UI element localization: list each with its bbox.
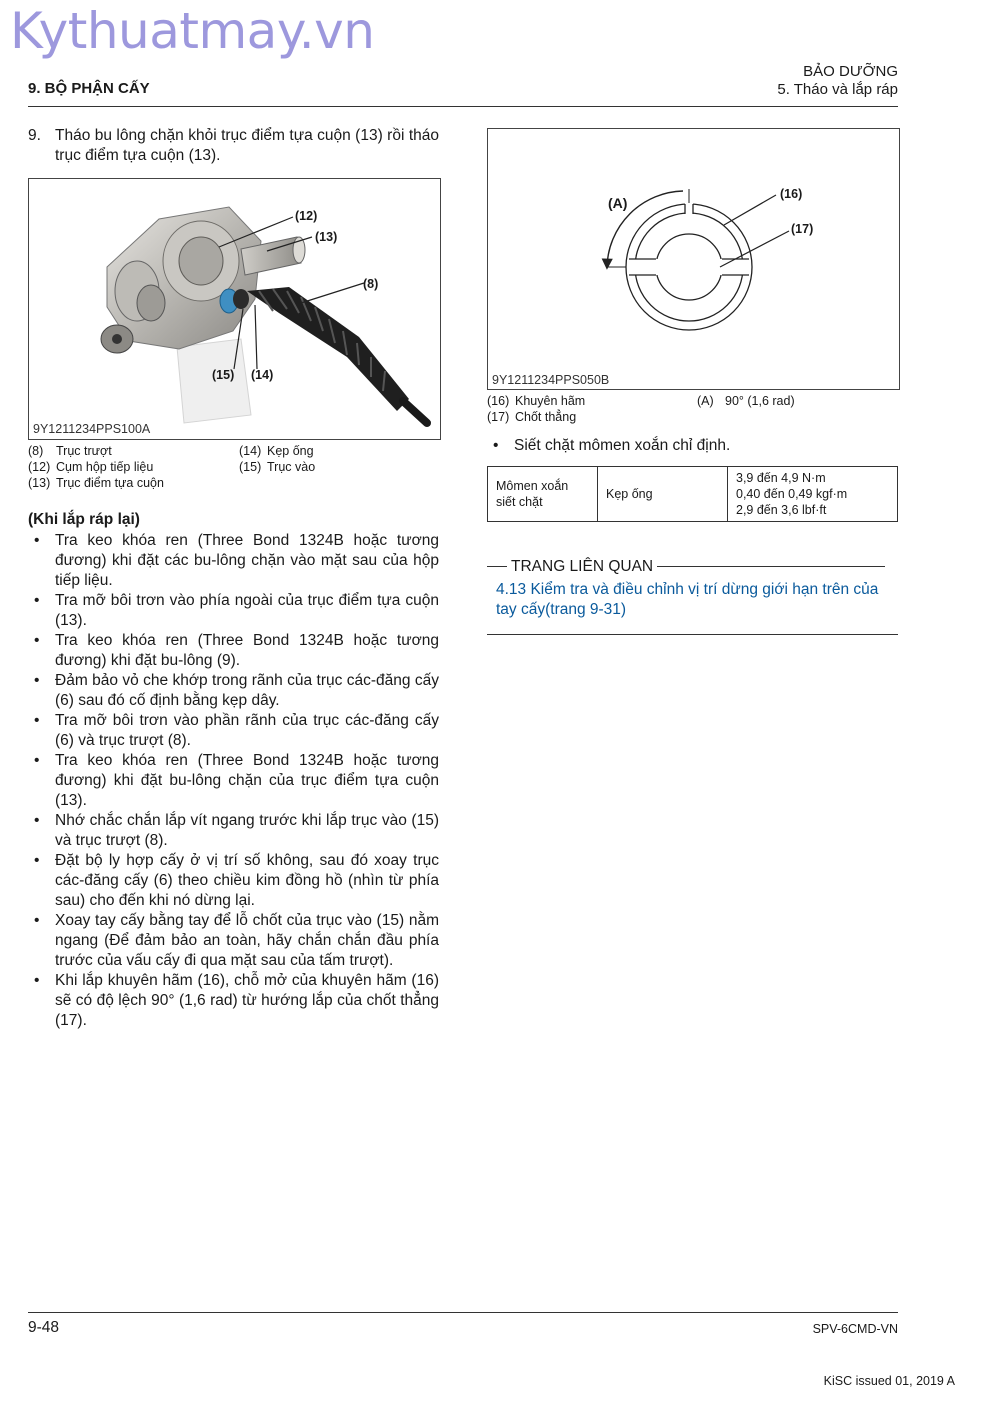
document-code: SPV-6CMD-VN <box>812 1322 898 1336</box>
legend-item: (15) Trục vào <box>239 460 316 474</box>
legend-item: (12) Cụm hộp tiếp liệu <box>28 460 154 474</box>
step-number: 9. <box>28 127 41 144</box>
reassembly-list <box>28 531 439 1031</box>
callout-a: (A) <box>608 195 628 211</box>
legend-item: (8) Trục trượt <box>28 444 112 458</box>
torque-header-cell: Mômen xoắn siết chặt <box>488 467 598 522</box>
issue-info: KiSC issued 01, 2019 A <box>823 1374 955 1388</box>
circlip-diagram <box>488 129 899 389</box>
list-item: • Khi lắp khuyên hãm (16), chỗ mở của khuyên hãm (16) sẽ có độ lệch 90° (1,6 rad) từ hướng lắp của chốt thẳng (17). <box>34 972 439 1029</box>
torque-part-cell: Kẹp ống <box>598 467 728 522</box>
legend-item: (17) Chốt thẳng <box>487 410 577 424</box>
callout-13: (13) <box>315 230 338 244</box>
list-item: • Tra keo khóa ren (Three Bond 1324B hoặc tương đương) khi đặt bu-lông (9). <box>34 632 439 669</box>
list-item: • Đặt bộ ly hợp cấy ở vị trí số không, sau đó xoay trục các-đăng cấy (6) theo chiều kim đồng hồ (nhìn từ phía sau) cho đến khi nó dừng lại. <box>34 852 439 909</box>
header-rule <box>28 106 898 107</box>
list-item: • Tra keo khóa ren (Three Bond 1324B hoặc tương đương) khi đặt bu-lông chặn của trục điểm tựa cuộn (13). <box>34 752 439 809</box>
callout-16: (16) <box>780 187 803 201</box>
section-title: 9. BỘ PHẬN CẤY <box>28 80 150 97</box>
list-item: • Tra mỡ bôi trơn vào phần rãnh của trục các-đăng cấy (6) và trục trượt (8). <box>34 712 439 749</box>
subsection-title: 5. Tháo và lắp ráp <box>777 81 898 98</box>
callout-14: (14) <box>251 368 274 382</box>
legend-item: (A) 90° (1,6 rad) <box>697 394 795 408</box>
legend-item: (13) Trục điểm tựa cuộn <box>28 476 164 490</box>
list-item: • Tra mỡ bôi trơn vào phía ngoài của trục điểm tựa cuộn (13). <box>34 592 439 629</box>
list-item: • Đảm bảo vỏ che khớp trong rãnh của trục các-đăng cấy (6) sau đó cố định bằng kẹp dây. <box>34 672 439 709</box>
callout-17: (17) <box>791 222 814 236</box>
list-item: • Tra keo khóa ren (Three Bond 1324B hoặc tương đương) khi đặt các bu-lông chặn vào mặt sau của hộp tiếp liệu. <box>34 532 439 589</box>
diagram-legend-left <box>487 393 697 425</box>
callout-15: (15) <box>212 368 235 382</box>
list-item: • Xoay tay cấy bằng tay để lỗ chốt của trục vào (15) nằm ngang (Để đảm bảo an toàn, hãy chắn chắn đầu phía trước của vấu cấy đi qua mặt sau của tấm trượt). <box>34 912 439 969</box>
legend-item: (14) Kẹp ống <box>239 444 314 458</box>
callout-12: (12) <box>295 209 318 223</box>
diagram-legend-right <box>697 393 897 409</box>
legend-item: (16) Khuyên hãm <box>487 394 586 408</box>
torque-instruction: • Siết chặt mômen xoắn chỉ định. <box>493 437 731 454</box>
page-number: 9-48 <box>28 1319 60 1336</box>
torque-table <box>487 466 898 522</box>
photo-legend-right <box>239 443 439 475</box>
step-9 <box>28 126 439 166</box>
footer-rule <box>28 1312 898 1313</box>
step-text: Tháo bu lông chặn khỏi trục điểm tựa cuộn (13) rồi tháo trục điểm tựa cuộn (13). <box>55 127 439 164</box>
watermark-text: Kythuatmay.vn <box>10 2 375 60</box>
photo-figure <box>28 178 441 440</box>
related-title: TRANG LIÊN QUAN <box>511 558 654 575</box>
bellows-boot <box>247 287 427 423</box>
feed-box-illustration <box>29 179 440 439</box>
reassembly-title: (Khi lắp ráp lại) <box>28 511 140 528</box>
torque-values-cell: 3,9 đến 4,9 N·m 0,40 đến 0,49 kgf·m 2,9 đến 3,6 lbf·ft <box>728 467 898 522</box>
photo-image-code: 9Y1211234PPS100A <box>33 422 151 436</box>
related-header <box>487 558 898 576</box>
related-rule <box>487 634 898 635</box>
category-title: BẢO DƯỠNG <box>803 63 898 80</box>
diagram-figure <box>487 128 900 390</box>
diagram-image-code: 9Y1211234PPS050B <box>492 373 610 387</box>
related-link[interactable]: 4.13 Kiểm tra và điều chỉnh vị trí dừng giới hạn trên của tay cấy(trang 9-31) <box>496 581 879 618</box>
list-item: • Nhớ chắc chắn lắp vít ngang trước khi lắp trục vào (15) và trục trượt (8). <box>34 812 439 849</box>
photo-legend-left <box>28 443 238 491</box>
callout-8: (8) <box>363 277 379 291</box>
